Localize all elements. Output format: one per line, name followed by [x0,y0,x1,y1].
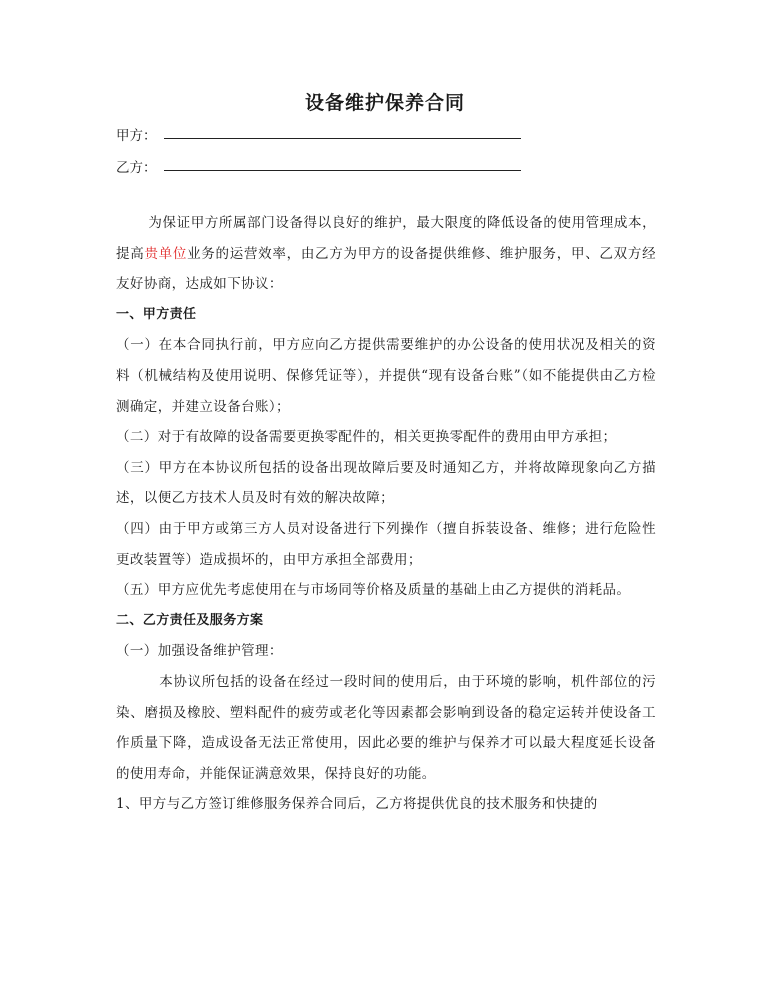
s1-item-5: （五）甲方应优先考虑使用在与市场同等价格及质量的基础上由乙方提供的消耗品。 [116,582,631,599]
intro-highlight: 贵单位 [144,245,188,262]
contract-title: 设备维护保养合同 [304,92,465,114]
party-b-blank [164,170,521,171]
section2-heading: 二、乙方责任及服务方案 [116,612,264,628]
intro-paragraph [116,208,656,300]
party-a-blank [164,138,521,139]
s2-paragraph: 本协议所包括的设备在经过一段时间的使用后，由于环境的影响，机件部位的污染、磨损及橡胶、塑料配件的疲劳或老化等因素都会影响到设备的稳定运转并使设备工作质量下降，造成设备无法正常使用，因此必要的维护与保养才可以最大程度延长设备的使用寿命，并能保证满意效果，保持良好的功能。 [116,673,656,782]
s1-item-2: （二）对于有故障的设备需要更换零配件的，相关更换零配件的费用由甲方承担； [116,429,617,446]
party-b-label: 乙方： [116,160,157,176]
s1-item-4: （四）由于甲方或第三方人员对设备进行下列操作（擅自拆装设备、维修；进行危险性更改装置等）造成损坏的，由甲方承担全部费用； [116,520,656,568]
party-a-row [116,124,157,144]
intro-text-pre: 为保证甲方所属部门设备得以良好的维护，最大限度的降低设备的使用管理成本，提高 [116,215,656,262]
s2-item-1: 1、甲方与乙方签订维修服务保养合同后，乙方将提供优良的技术服务和快捷的 [116,796,598,813]
party-b-row [116,156,157,176]
s2-subheading-1: （一）加强设备维护管理： [116,643,283,660]
section1-heading: 一、甲方责任 [116,306,197,322]
contract-body [116,208,656,820]
intro-text-post: 业务的运营效率，由乙方为甲方的设备提供维修、维护服务，甲、乙双方经友好协商，达成如下协议： [116,245,656,293]
s1-item-1: （一）在本合同执行前，甲方应向乙方提供需要维护的办公设备的使用状况及相关的资料（机械结构及使用说明、保修凭证等），并提供“现有设备台账”（如不能提供由乙方检测确定，并建立设备台账）； [116,337,656,415]
party-a-label: 甲方： [116,128,157,144]
s1-item-3: （三）甲方在本协议所包括的设备出现故障后要及时通知乙方，并将故障现象向乙方描述，以便乙方技术人员及时有效的解决故障； [116,459,656,507]
